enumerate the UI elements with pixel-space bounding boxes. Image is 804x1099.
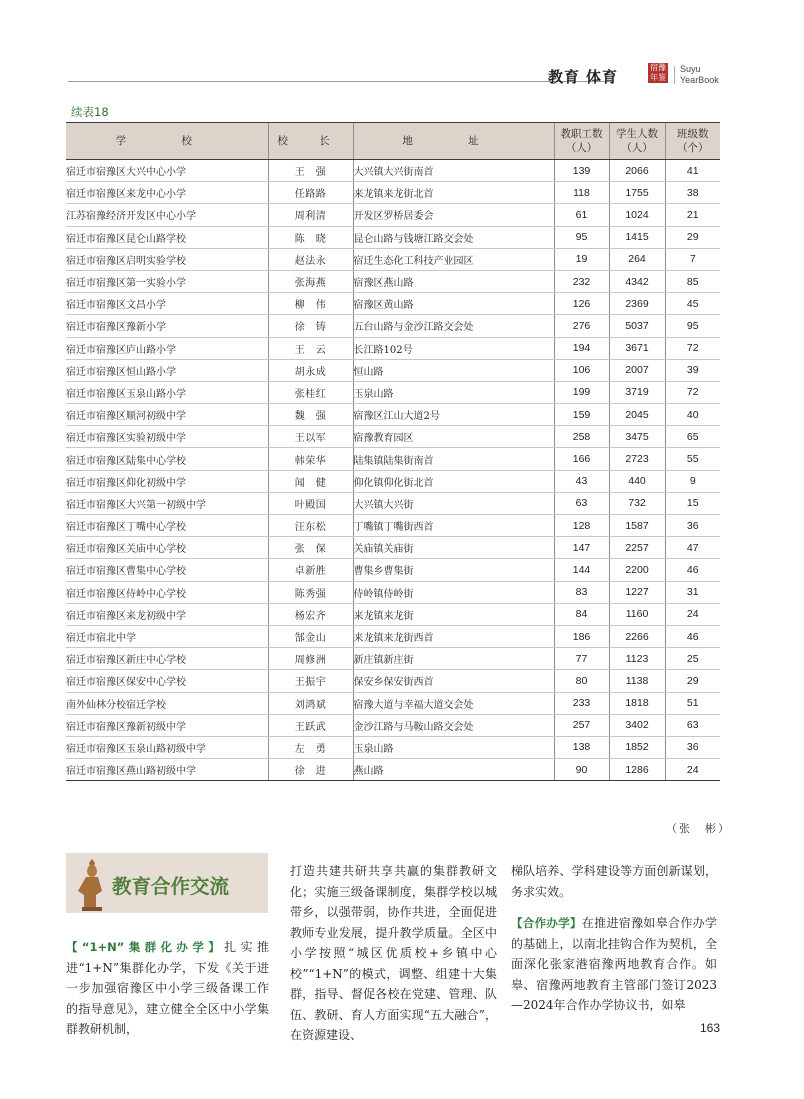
- cell-address: 宿豫教育园区: [353, 426, 554, 448]
- body-column-2: [290, 861, 497, 1046]
- cell-classes: 29: [665, 670, 720, 692]
- cell-address: 大兴镇大兴街: [353, 492, 554, 514]
- cell-students: 2200: [609, 559, 665, 581]
- cell-students: 440: [609, 470, 665, 492]
- cell-principal: 张桂红: [268, 381, 353, 403]
- cell-school: 宿迁市宿豫区玉泉山路小学: [66, 381, 268, 403]
- paragraph-text: 打造共建共研共享共赢的集群教研文化；实施三级备课制度，集群学校以城带乡，以强带弱，协作共进，全面促进教师专业发展，提升教学质量。全区中小学按照“城区优质校+乡镇中心校”“1+N”的模式，调整、组建十大集群，指导、督促各校在党建、管理、队伍、教研、育人方面实现“五大融合”，在资源建设、: [290, 864, 497, 1042]
- header-title-sports: 体育: [586, 68, 619, 86]
- cell-school: 宿迁市宿豫区豫新初级中学: [66, 714, 268, 736]
- statue-icon: [72, 859, 108, 913]
- cell-address: 曹集乡曹集街: [353, 559, 554, 581]
- cell-students: 1587: [609, 515, 665, 537]
- cell-staff: 90: [554, 759, 609, 781]
- cell-classes: 72: [665, 337, 720, 359]
- cell-students: 3475: [609, 426, 665, 448]
- header-classes: 班级数 （个）: [665, 123, 720, 160]
- cell-students: 2007: [609, 359, 665, 381]
- cell-principal: 柳 伟: [268, 293, 353, 315]
- cell-staff: 84: [554, 603, 609, 625]
- table-row: [66, 359, 720, 381]
- cell-address: 开发区罗桥居委会: [353, 204, 554, 226]
- cell-address: 宿豫区江山大道2号: [353, 404, 554, 426]
- cell-principal: 张 保: [268, 537, 353, 559]
- cell-address: 燕山路: [353, 759, 554, 781]
- yearbook-seal-logo: 宿豫 年鉴: [650, 63, 666, 82]
- table-row: [66, 182, 720, 204]
- header-address: 地 址: [353, 123, 554, 160]
- yearbook-en-line1: Suyu: [680, 64, 701, 74]
- cell-school: 宿迁市宿豫区陆集中心学校: [66, 448, 268, 470]
- cell-principal: 杨宏齐: [268, 603, 353, 625]
- cell-school: 宿迁市宿豫区启明实验学校: [66, 248, 268, 270]
- header-title-education: 教育: [548, 68, 581, 86]
- cell-principal: 王以军: [268, 426, 353, 448]
- cell-classes: 51: [665, 692, 720, 714]
- table-continuation-label: 续表18: [71, 105, 109, 119]
- cell-staff: 139: [554, 160, 609, 182]
- table-row: [66, 537, 720, 559]
- table-row: [66, 404, 720, 426]
- cell-address: 侍岭镇侍岭街: [353, 581, 554, 603]
- cell-principal: 王振宇: [268, 670, 353, 692]
- cell-principal: 郜金山: [268, 625, 353, 647]
- cell-school: 宿迁市宿豫区来龙中心小学: [66, 182, 268, 204]
- table-row: [66, 248, 720, 270]
- table-row: [66, 315, 720, 337]
- table-row: [66, 559, 720, 581]
- body-column-1: [66, 937, 269, 1040]
- cell-principal: 周利清: [268, 204, 353, 226]
- cell-students: 1755: [609, 182, 665, 204]
- cell-address: 新庄镇新庄街: [353, 648, 554, 670]
- cell-students: 3671: [609, 337, 665, 359]
- table-author: （张 彬）: [666, 822, 731, 835]
- cell-address: 金沙江路与马鞍山路交会处: [353, 714, 554, 736]
- cell-students: 3402: [609, 714, 665, 736]
- cell-principal: 王 强: [268, 160, 353, 182]
- cell-students: 2266: [609, 625, 665, 647]
- cell-school: 宿迁市宿豫区大兴中心小学: [66, 160, 268, 182]
- table-row: [66, 448, 720, 470]
- cell-address: 丁嘴镇丁嘴街西首: [353, 515, 554, 537]
- cell-principal: 卓新胜: [268, 559, 353, 581]
- cell-students: 2045: [609, 404, 665, 426]
- cell-staff: 159: [554, 404, 609, 426]
- cell-staff: 77: [554, 648, 609, 670]
- cell-students: 1227: [609, 581, 665, 603]
- cell-students: 5037: [609, 315, 665, 337]
- cell-address: 关庙镇关庙街: [353, 537, 554, 559]
- table-row: [66, 270, 720, 292]
- cell-address: 昆仑山路与钱塘江路交会处: [353, 226, 554, 248]
- cell-staff: 144: [554, 559, 609, 581]
- paragraph-text: 扎实推进“1+N”集群化办学，下发《关于进一步加强宿豫区中小学三级备课工作的指导意见》，建立健全全区中小学集群教研机制，: [66, 940, 269, 1036]
- cell-school: 宿迁市宿豫区玉泉山路初级中学: [66, 736, 268, 758]
- cell-staff: 232: [554, 270, 609, 292]
- cell-school: 宿迁市宿豫区燕山路初级中学: [66, 759, 268, 781]
- cell-address: 来龙镇来龙街北首: [353, 182, 554, 204]
- header-principal: 校 长: [268, 123, 353, 160]
- section-title: 教育合作交流: [112, 875, 230, 898]
- cell-staff: 257: [554, 714, 609, 736]
- cell-students: 732: [609, 492, 665, 514]
- cell-staff: 19: [554, 248, 609, 270]
- table-row: [66, 160, 720, 182]
- cell-staff: 63: [554, 492, 609, 514]
- cell-classes: 47: [665, 537, 720, 559]
- cell-staff: 80: [554, 670, 609, 692]
- cell-classes: 25: [665, 648, 720, 670]
- cell-classes: 38: [665, 182, 720, 204]
- cell-school: 宿迁市宿豫区庐山路小学: [66, 337, 268, 359]
- cell-students: 4342: [609, 270, 665, 292]
- cell-principal: 左 勇: [268, 736, 353, 758]
- paragraph-lead-cluster: 【“1+N”集群化办学】: [66, 940, 225, 954]
- table-row: [66, 337, 720, 359]
- cell-staff: 83: [554, 581, 609, 603]
- header-rule: [68, 81, 614, 82]
- cell-classes: 29: [665, 226, 720, 248]
- cell-classes: 31: [665, 581, 720, 603]
- cell-school: 宿迁市宿豫区顺河初级中学: [66, 404, 268, 426]
- cell-staff: 258: [554, 426, 609, 448]
- cell-principal: 陈 晓: [268, 226, 353, 248]
- paragraph-text: 梯队培养、学科建设等方面创新谋划，务求实效。: [511, 864, 717, 899]
- cell-school: 宿迁市宿豫区来龙初级中学: [66, 603, 268, 625]
- cell-classes: 55: [665, 448, 720, 470]
- cell-staff: 233: [554, 692, 609, 714]
- cell-classes: 39: [665, 359, 720, 381]
- cell-students: 3719: [609, 381, 665, 403]
- cell-school: 宿迁市宿北中学: [66, 625, 268, 647]
- cell-staff: 43: [554, 470, 609, 492]
- cell-address: 玉泉山路: [353, 381, 554, 403]
- cell-students: 1138: [609, 670, 665, 692]
- yearbook-en-line2: YearBook: [680, 75, 719, 85]
- cell-classes: 63: [665, 714, 720, 736]
- cell-students: 264: [609, 248, 665, 270]
- cell-address: 五台山路与金沙江路交会处: [353, 315, 554, 337]
- table-row: [66, 381, 720, 403]
- cell-principal: 任路路: [268, 182, 353, 204]
- cell-students: 2066: [609, 160, 665, 182]
- cell-address: 仰化镇仰化街北首: [353, 470, 554, 492]
- page-number: 163: [700, 1021, 721, 1035]
- cell-principal: 韩荣华: [268, 448, 353, 470]
- cell-staff: 194: [554, 337, 609, 359]
- cell-address: 宿豫区黄山路: [353, 293, 554, 315]
- cell-classes: 40: [665, 404, 720, 426]
- body-column-3: [511, 861, 717, 1016]
- cell-principal: 赵法永: [268, 248, 353, 270]
- cell-students: 1415: [609, 226, 665, 248]
- cell-school: 宿迁市宿豫区仰化初级中学: [66, 470, 268, 492]
- cell-classes: 65: [665, 426, 720, 448]
- cell-school: 江苏宿豫经济开发区中心小学: [66, 204, 268, 226]
- cell-staff: 126: [554, 293, 609, 315]
- table-row: [66, 293, 720, 315]
- cell-classes: 41: [665, 160, 720, 182]
- table-row: [66, 648, 720, 670]
- cell-address: 宿豫区燕山路: [353, 270, 554, 292]
- cell-principal: 徐 铸: [268, 315, 353, 337]
- cell-staff: 128: [554, 515, 609, 537]
- cell-school: 宿迁市宿豫区保安中心学校: [66, 670, 268, 692]
- cell-students: 2369: [609, 293, 665, 315]
- cell-classes: 45: [665, 293, 720, 315]
- table-header-row: [66, 123, 720, 160]
- header-school: 学 校: [66, 123, 268, 160]
- cell-principal: 闻 健: [268, 470, 353, 492]
- cell-classes: 46: [665, 625, 720, 647]
- cell-classes: 72: [665, 381, 720, 403]
- cell-address: 宿迁生态化工科技产业园区: [353, 248, 554, 270]
- cell-staff: 147: [554, 537, 609, 559]
- cell-classes: 9: [665, 470, 720, 492]
- cell-classes: 46: [665, 559, 720, 581]
- cell-classes: 95: [665, 315, 720, 337]
- cell-students: 2257: [609, 537, 665, 559]
- cell-address: 来龙镇来龙街西首: [353, 625, 554, 647]
- header-staff: 教职工数 （人）: [554, 123, 609, 160]
- cell-principal: 王跃武: [268, 714, 353, 736]
- table-row: [66, 670, 720, 692]
- cell-students: 1123: [609, 648, 665, 670]
- table-row: [66, 625, 720, 647]
- cell-principal: 周修洲: [268, 648, 353, 670]
- running-header-title: [542, 66, 618, 87]
- cell-school: 南外仙林分校宿迁学校: [66, 692, 268, 714]
- cell-staff: 186: [554, 625, 609, 647]
- cell-principal: 王 云: [268, 337, 353, 359]
- paragraph-lead-cooperation: 【合作办学】: [511, 916, 582, 930]
- cell-students: 1160: [609, 603, 665, 625]
- cell-address: 玉泉山路: [353, 736, 554, 758]
- paragraph-text: 在推进宿豫如皋合作办学的基础上，以南北挂钩合作为契机，全面深化张家港宿豫两地教育合作。如皋、宿豫两地教育主管部门签订2023—2024年合作办学协议书，如皋: [511, 916, 717, 1012]
- cell-classes: 21: [665, 204, 720, 226]
- cell-principal: 魏 强: [268, 404, 353, 426]
- cell-school: 宿迁市宿豫区文昌小学: [66, 293, 268, 315]
- cell-school: 宿迁市宿豫区恒山路小学: [66, 359, 268, 381]
- cell-students: 1024: [609, 204, 665, 226]
- table-row: [66, 515, 720, 537]
- cell-principal: 刘鸿斌: [268, 692, 353, 714]
- cell-classes: 24: [665, 603, 720, 625]
- table-row: [66, 426, 720, 448]
- cell-staff: 138: [554, 736, 609, 758]
- cell-school: 宿迁市宿豫区第一实验小学: [66, 270, 268, 292]
- cell-school: 宿迁市宿豫区侍岭中心学校: [66, 581, 268, 603]
- cell-staff: 199: [554, 381, 609, 403]
- cell-students: 2723: [609, 448, 665, 470]
- cell-staff: 95: [554, 226, 609, 248]
- cell-address: 保安乡保安街西首: [353, 670, 554, 692]
- cell-address: 恒山路: [353, 359, 554, 381]
- cell-school: 宿迁市宿豫区实验初级中学: [66, 426, 268, 448]
- cell-school: 宿迁市宿豫区曹集中心学校: [66, 559, 268, 581]
- table-row: [66, 692, 720, 714]
- cell-staff: 118: [554, 182, 609, 204]
- cell-classes: 15: [665, 492, 720, 514]
- cell-classes: 36: [665, 515, 720, 537]
- table-row: [66, 226, 720, 248]
- cell-staff: 166: [554, 448, 609, 470]
- cell-principal: 陈秀强: [268, 581, 353, 603]
- cell-school: 宿迁市宿豫区新庄中心学校: [66, 648, 268, 670]
- cell-address: 宿豫大道与幸福大道交会处: [353, 692, 554, 714]
- table-row: [66, 759, 720, 781]
- cell-school: 宿迁市宿豫区大兴第一初级中学: [66, 492, 268, 514]
- schools-table: [66, 122, 720, 781]
- header-divider: [674, 66, 675, 84]
- cell-principal: 张海燕: [268, 270, 353, 292]
- cell-classes: 36: [665, 736, 720, 758]
- cell-classes: 7: [665, 248, 720, 270]
- cell-address: 来龙镇来龙街: [353, 603, 554, 625]
- table-row: [66, 714, 720, 736]
- cell-staff: 61: [554, 204, 609, 226]
- table-row: [66, 492, 720, 514]
- cell-classes: 24: [665, 759, 720, 781]
- cell-address: 陆集镇陆集街南首: [353, 448, 554, 470]
- cell-staff: 276: [554, 315, 609, 337]
- table-row: [66, 204, 720, 226]
- cell-school: 宿迁市宿豫区昆仑山路学校: [66, 226, 268, 248]
- header-students: 学生人数 （人）: [609, 123, 665, 160]
- cell-classes: 85: [665, 270, 720, 292]
- cell-school: 宿迁市宿豫区丁嘴中心学校: [66, 515, 268, 537]
- cell-students: 1818: [609, 692, 665, 714]
- table-row: [66, 581, 720, 603]
- yearbook-english-name: [680, 64, 719, 86]
- cell-school: 宿迁市宿豫区豫新小学: [66, 315, 268, 337]
- cell-students: 1852: [609, 736, 665, 758]
- cell-principal: 叶殿国: [268, 492, 353, 514]
- cell-address: 大兴镇大兴街南首: [353, 160, 554, 182]
- cell-address: 长江路102号: [353, 337, 554, 359]
- cell-school: 宿迁市宿豫区关庙中心学校: [66, 537, 268, 559]
- table-row: [66, 736, 720, 758]
- cell-staff: 106: [554, 359, 609, 381]
- cell-principal: 徐 进: [268, 759, 353, 781]
- table-row: [66, 470, 720, 492]
- cell-principal: 胡永成: [268, 359, 353, 381]
- cell-students: 1286: [609, 759, 665, 781]
- cell-principal: 汪东松: [268, 515, 353, 537]
- table-row: [66, 603, 720, 625]
